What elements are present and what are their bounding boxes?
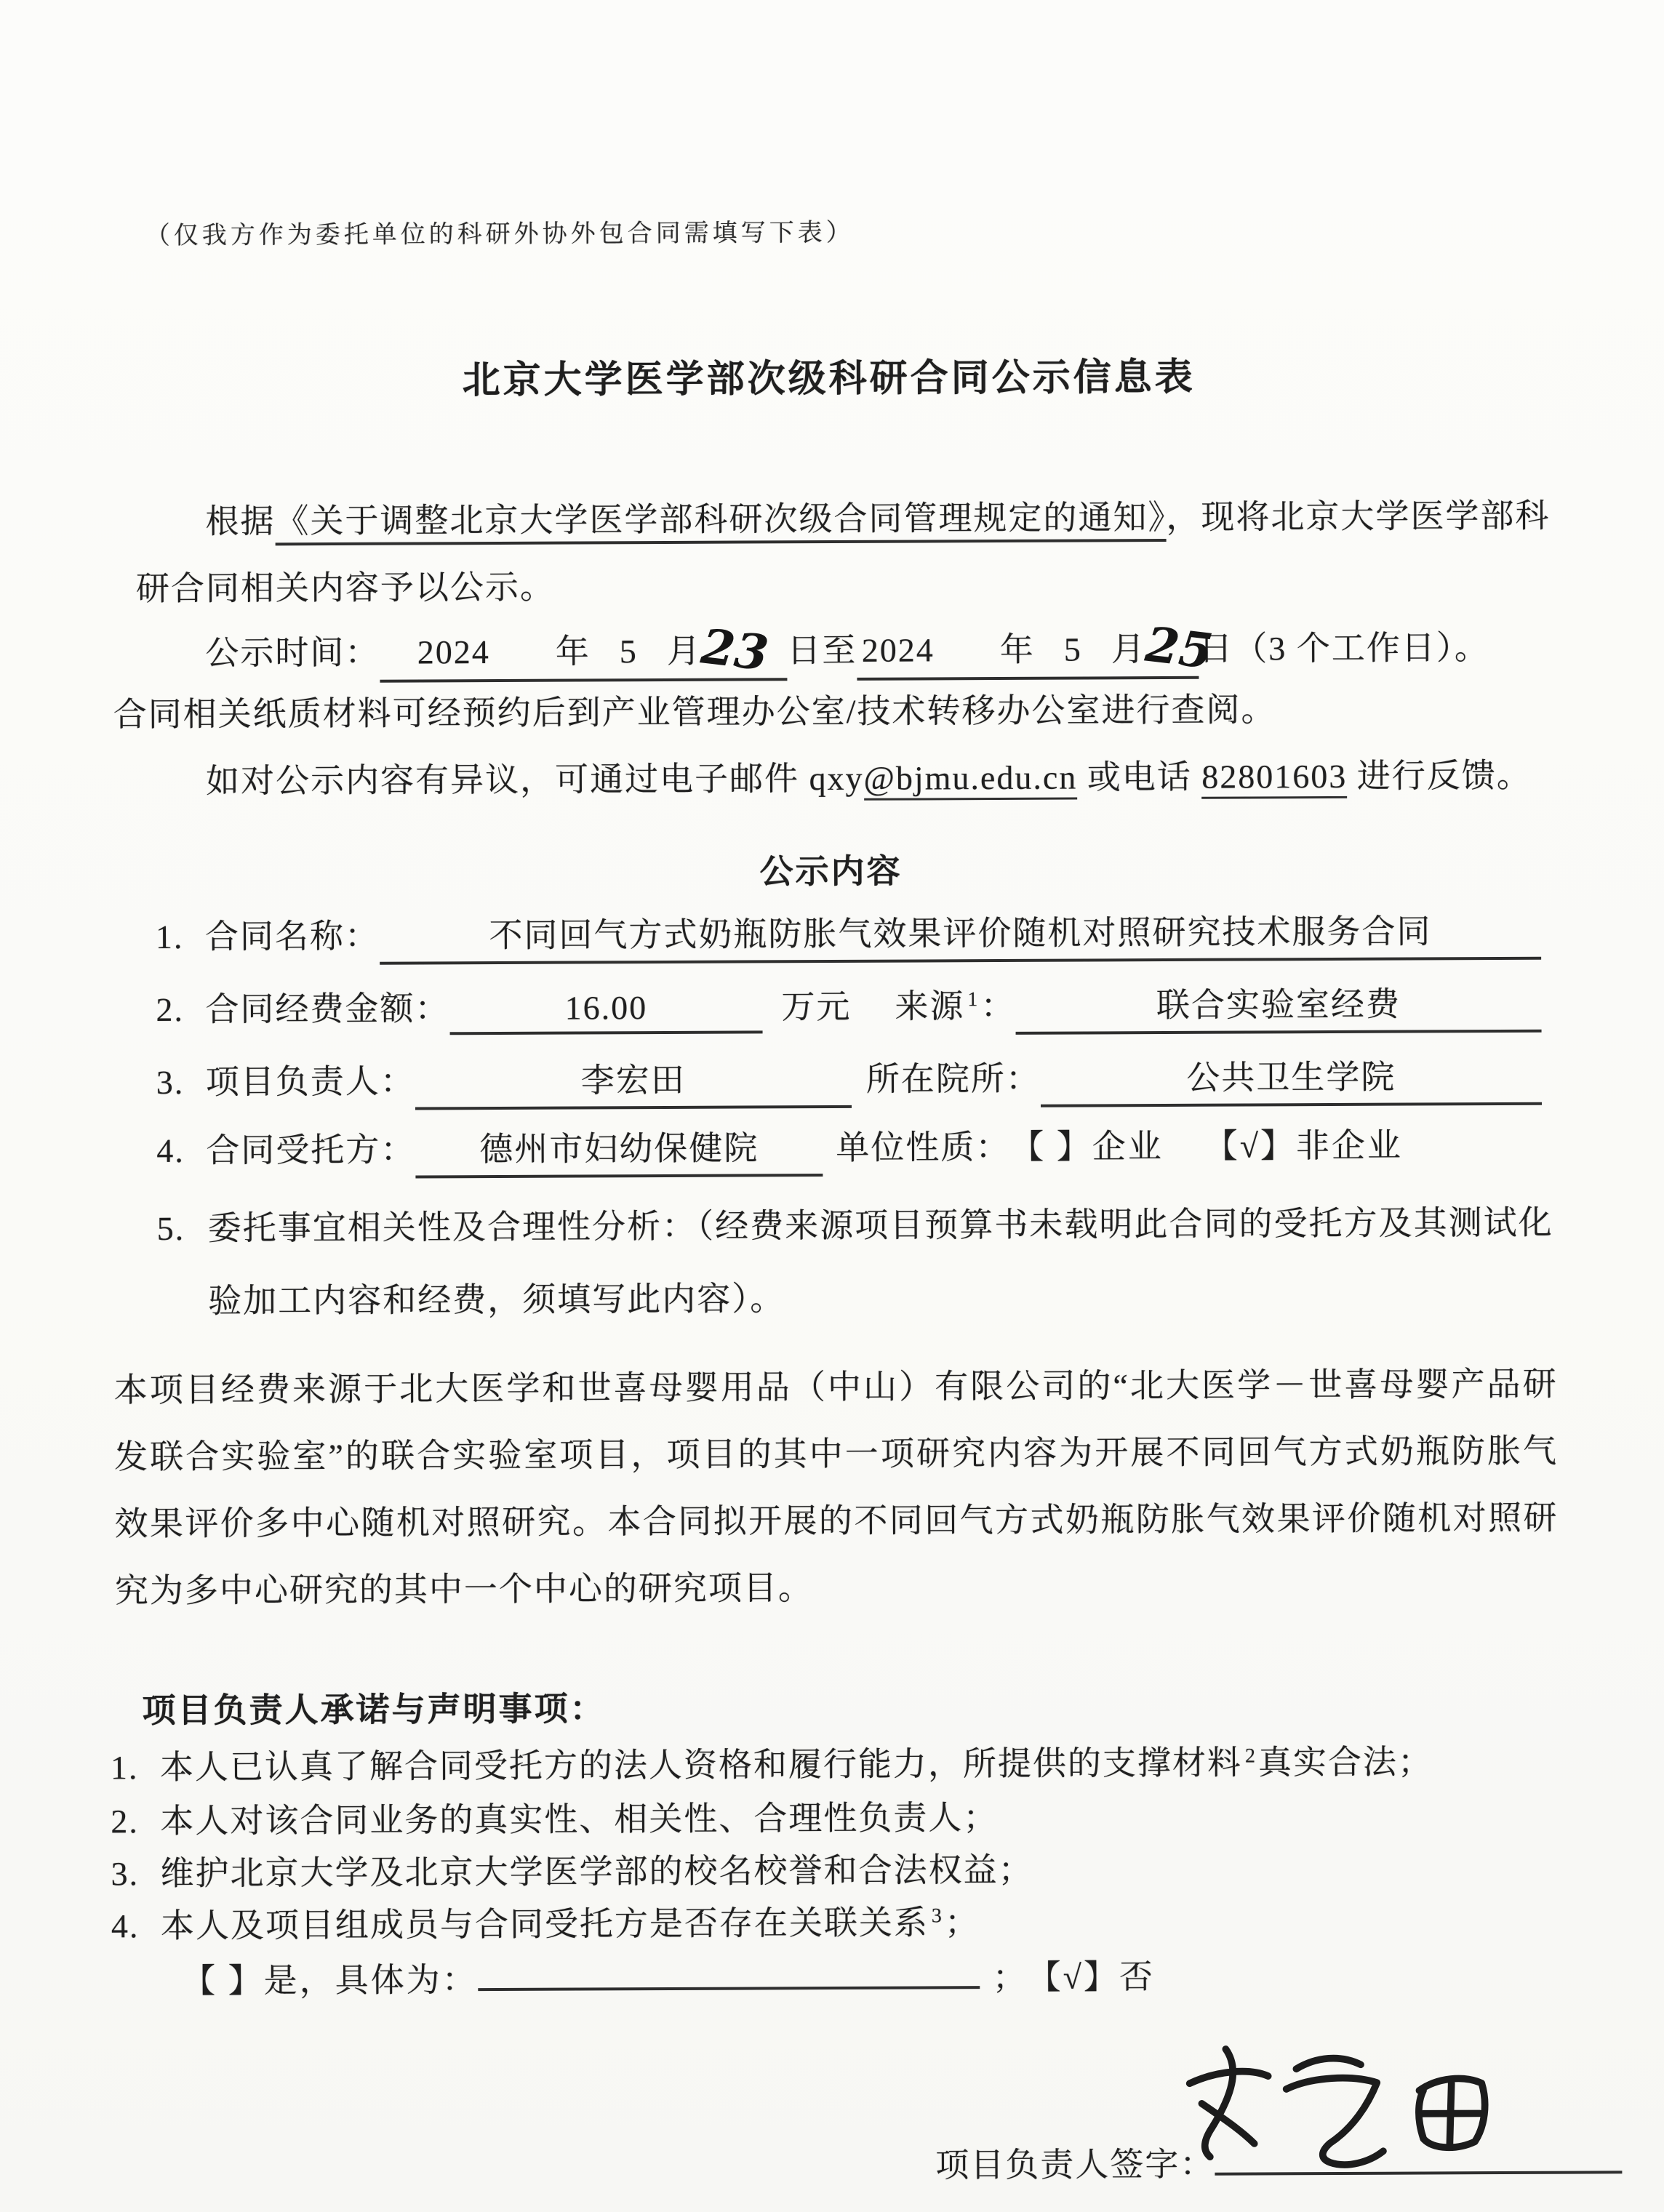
decl-number: 2.	[111, 1803, 139, 1840]
feedback-mid: 或电话	[1077, 758, 1202, 796]
email-user: qxy	[809, 759, 864, 798]
relation-yes-option: 【 】是，具体为：	[182, 1961, 478, 2000]
decl-number: 4.	[111, 1907, 140, 1945]
item-pi	[156, 1050, 1542, 1111]
funding-label: 合同经费金额：	[205, 990, 450, 1028]
nature-option-enterprise: 【 】企业	[1010, 1128, 1164, 1166]
decl-post: 真实合法；	[1257, 1743, 1433, 1782]
handwritten-signature	[1168, 2042, 1532, 2174]
contractor-label: 合同受托方：	[206, 1131, 416, 1169]
intro-prefix: 根据	[205, 502, 276, 540]
item-analysis	[157, 1187, 1554, 1338]
declaration-item-2	[111, 1791, 998, 1843]
analysis-text	[157, 1187, 1554, 1338]
item-number: 2.	[156, 990, 185, 1029]
nature-label: 单位性质：	[836, 1128, 1011, 1166]
source-text: 联合实验室经费	[1156, 985, 1401, 1025]
contract-name-text: 不同回气方式奶瓶防胀气效果评价随机对照研究技术服务合同	[489, 913, 1432, 955]
start-date-blank	[380, 617, 787, 682]
funding-unit: 万元	[781, 987, 852, 1026]
contractor-name: 德州市妇幼保健院	[479, 1129, 759, 1169]
analysis-paragraph: 本项目经费来源于北大医学和世喜母婴用品（中山）有限公司的“北大医学－世喜母婴产品研发联合实验室”的联合实验室项目，项目的其中一项研究内容为开展不同回气方式奶瓶防胀气效果评价多中心随机对照研究。本合同拟开展的不同回气方式奶瓶防胀气效果评价随机对照研究为多中心研究的其中一个中心的研究项目。	[113, 1365, 1559, 1610]
pi-name: 李宏田	[580, 1061, 686, 1099]
period-between: 日至	[787, 631, 857, 670]
top-note: （仅我方作为委托单位的科研外协外包合同需填写下表）	[145, 219, 855, 250]
funding-amount: 16.00	[564, 989, 648, 1027]
intro-suffix: ，现将北京大学医学部科研合同相关内容予以公示。	[135, 497, 1551, 608]
contractor-name-blank	[415, 1121, 823, 1178]
start-month-unit: 月	[666, 632, 702, 670]
decl-pre: 本人及项目组成员与合同受托方是否存在关联关系	[160, 1904, 929, 1945]
intro-paragraph	[135, 483, 1551, 622]
relation-no-option-checked: 【√】否	[1027, 1958, 1156, 1996]
declaration-item-4	[111, 1896, 980, 1947]
end-month-unit: 月	[1111, 630, 1146, 668]
pi-name-blank	[415, 1053, 852, 1110]
start-year-unit: 年	[555, 633, 591, 670]
nature-option-non-enterprise-checked: 【√】非企业	[1204, 1126, 1404, 1165]
decl-number: 3.	[111, 1855, 140, 1893]
item-number: 1.	[155, 918, 184, 956]
item-number: 3.	[156, 1063, 185, 1102]
feedback-post: 进行反馈。	[1347, 756, 1532, 795]
document-title: 北京大学医学部次级科研合同公示信息表	[462, 356, 1196, 402]
item-number: 4.	[156, 1131, 185, 1170]
decl-text	[161, 1896, 980, 1947]
publicity-period-label: 公示时间：	[205, 633, 380, 672]
relation-line	[182, 1950, 1155, 2003]
relation-separator: ；	[992, 1958, 1028, 1997]
section-heading: 公示内容	[759, 852, 903, 891]
pi-dept-label: 所在院所：	[865, 1059, 1041, 1098]
end-year-unit: 年	[999, 630, 1035, 668]
source-word: 来源	[895, 987, 965, 1025]
contract-name-value	[380, 905, 1541, 965]
decl-text: 本人对该合同业务的真实性、相关性、合理性负责人；	[160, 1799, 999, 1840]
pi-dept: 公共卫生学院	[1186, 1058, 1396, 1097]
footnote-1-marker: 1	[967, 987, 978, 1011]
declaration-item-3	[111, 1843, 1033, 1896]
declaration-item-1	[111, 1735, 1433, 1789]
analysis-note: （经费来源项目预算书未载明此合同的受托方及其测试化验加工内容和经费，须填写此内容）。	[208, 1203, 1553, 1320]
signature-label: 项目负责人签字：	[935, 2145, 1215, 2184]
phone-number: 82801603	[1201, 758, 1347, 799]
materials-note: 合同相关纸质材料可经预约后到产业管理办公室/技术转移办公室进行查阅。	[113, 691, 1276, 734]
notice-title: 《关于调整北京大学医学部科研次级合同管理规定的通知》	[275, 499, 1166, 545]
funding-source-label	[895, 979, 1015, 1028]
funding-amount-blank	[449, 987, 762, 1035]
start-year: 2024	[417, 633, 490, 671]
source-colon: ：	[980, 987, 1016, 1025]
analysis-label: 委托事宜相关性及合理性分析：	[207, 1207, 697, 1247]
declarations-heading: 项目负责人承诺与声明事项：	[142, 1690, 606, 1730]
end-year: 2024	[861, 631, 935, 669]
period-tail: 日（3 个工作日）。	[1199, 629, 1489, 668]
end-date-blank	[857, 615, 1216, 681]
start-month: 5	[619, 633, 638, 670]
item-funding	[156, 977, 1541, 1038]
item-number: 5.	[156, 1209, 185, 1248]
item-contract-name	[156, 905, 1541, 966]
decl-text: 维护北京大学及北京大学医学部的校名校誉和合法权益；	[160, 1851, 1033, 1893]
publicity-period-row	[205, 614, 1489, 684]
decl-number: 1.	[110, 1749, 139, 1787]
footnote-2-marker: 2	[1244, 1744, 1255, 1768]
start-day-handwritten: 23	[697, 617, 772, 682]
relation-detail-blank	[478, 1981, 980, 1991]
decl-pre: 本人已认真了解合同受托方的法人资格和履行能力，所提供的支撑材料	[159, 1744, 1243, 1787]
feedback-pre: 如对公示内容有异议，可通过电子邮件	[205, 760, 809, 800]
pi-label: 项目负责人：	[205, 1062, 415, 1101]
contract-name-label: 合同名称：	[204, 917, 380, 955]
item-contractor	[156, 1118, 1542, 1179]
funding-source-value	[1015, 977, 1541, 1035]
footnote-3-marker: 3	[931, 1904, 942, 1928]
end-day-handwritten: 25	[1142, 615, 1216, 680]
decl-post: ；	[944, 1904, 980, 1941]
decl-text	[160, 1735, 1433, 1789]
pi-dept-blank	[1041, 1050, 1542, 1107]
end-month: 5	[1063, 630, 1082, 668]
email-domain: @bjmu.edu.cn	[863, 759, 1077, 801]
feedback-line	[206, 749, 1532, 803]
